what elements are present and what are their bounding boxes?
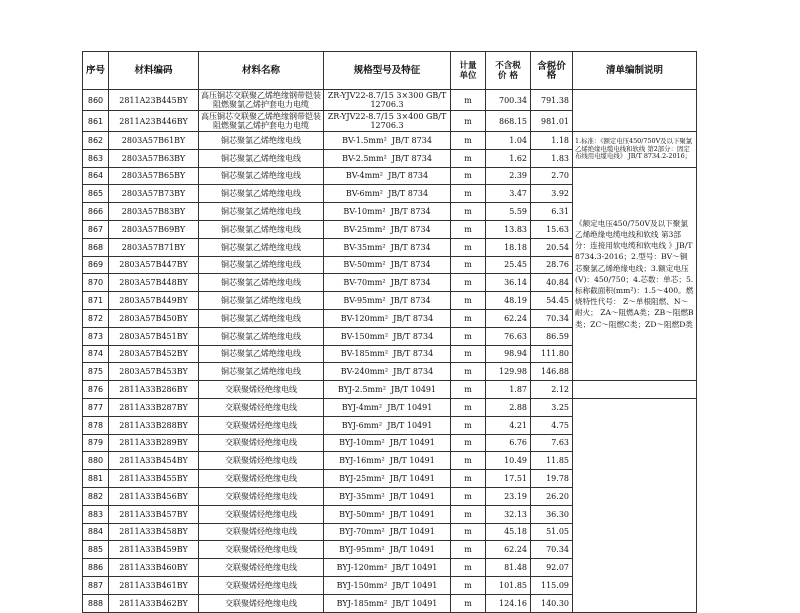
spec-model: BV-6mm² JB/T 8734 [324,185,451,203]
price-incl-tax: 4.75 [531,416,573,434]
price-excl-tax: 10.49 [486,452,531,470]
row-number: 885 [83,541,109,559]
table-row [83,167,697,185]
material-code: 2803A57B450BY [109,309,199,327]
unit: m [451,363,486,381]
material-code: 2811A33B454BY [109,452,199,470]
price-excl-tax: 36.14 [486,274,531,292]
header-note: 清单编制说明 [573,52,697,90]
row-number: 887 [83,576,109,594]
header-price-ex: 不含税 价 格 [486,52,531,90]
unit: m [451,185,486,203]
material-code: 2803A57B452BY [109,345,199,363]
price-excl-tax: 1.87 [486,381,531,399]
material-code: 2811A33B460BY [109,559,199,577]
unit: m [451,203,486,221]
material-code: 2803A57B83BY [109,203,199,221]
material-code: 2811A23B445BY [109,90,199,111]
material-name: 铜芯聚氯乙烯绝缘电线 [199,203,324,221]
unit: m [451,274,486,292]
material-code: 2811A33B461BY [109,576,199,594]
spec-model: BV-10mm² JB/T 8734 [324,203,451,221]
spec-model: BYJ-50mm² JB/T 10491 [324,505,451,523]
row-number: 862 [83,132,109,150]
unit: m [451,90,486,111]
material-code: 2811A33B457BY [109,505,199,523]
row-number: 882 [83,487,109,505]
unit: m [451,398,486,416]
spec-model: BYJ-6mm² JB/T 10491 [324,416,451,434]
unit: m [451,470,486,488]
spec-model: BYJ-120mm² JB/T 10491 [324,559,451,577]
material-name: 交联聚烯烃绝缘电线 [199,541,324,559]
price-incl-tax: 70.34 [531,541,573,559]
row-number: 864 [83,167,109,185]
unit: m [451,541,486,559]
material-code: 2811A23B446BY [109,111,199,132]
price-excl-tax: 62.24 [486,309,531,327]
row-number: 872 [83,309,109,327]
spec-model: BYJ-2.5mm² JB/T 10491 [324,381,451,399]
price-excl-tax: 48.19 [486,292,531,310]
price-incl-tax: 51.05 [531,523,573,541]
unit: m [451,452,486,470]
price-excl-tax: 98.94 [486,345,531,363]
spec-model: BYJ-35mm² JB/T 10491 [324,487,451,505]
price-excl-tax: 101.85 [486,576,531,594]
material-name: 交联聚烯烃绝缘电线 [199,470,324,488]
row-number: 860 [83,90,109,111]
spec-model: ZR-YJV22-8.7/15 3×300 GB/T 12706.3 [324,90,451,111]
material-name: 铜芯聚氯乙烯绝缘电线 [199,363,324,381]
material-code: 2803A57B451BY [109,327,199,345]
note-cell-empty [573,90,697,132]
note-cell: 1.标准：《额定电压450/750V及以下聚氯乙烯绝缘电缆电线和软线 第2部分：固定布线用电缆电线》 JB/T 8734.2-2016； [573,132,697,168]
material-code: 2803A57B447BY [109,256,199,274]
spec-model: BV-185mm² JB/T 8734 [324,345,451,363]
material-name: 铜芯聚氯乙烯绝缘电线 [199,309,324,327]
spec-model: BYJ-185mm² JB/T 10491 [324,594,451,612]
price-excl-tax: 868.15 [486,111,531,132]
price-excl-tax: 45.18 [486,523,531,541]
table-row [83,398,697,416]
spec-model: BV-25mm² JB/T 8734 [324,220,451,238]
row-number: 871 [83,292,109,310]
material-name: 交联聚烯烃绝缘电线 [199,487,324,505]
price-incl-tax: 6.31 [531,203,573,221]
material-name: 交联聚烯烃绝缘电线 [199,594,324,612]
price-incl-tax: 40.84 [531,274,573,292]
unit: m [451,434,486,452]
price-incl-tax: 70.34 [531,309,573,327]
header-row [83,52,697,90]
unit: m [451,149,486,167]
material-name: 铜芯聚氯乙烯绝缘电线 [199,292,324,310]
material-name: 交联聚烯烃绝缘电线 [199,452,324,470]
price-excl-tax: 2.39 [486,167,531,185]
price-incl-tax: 86.59 [531,327,573,345]
header-code: 材料编码 [109,52,199,90]
row-number: 869 [83,256,109,274]
spec-model: BYJ-10mm² JB/T 10491 [324,434,451,452]
price-excl-tax: 3.47 [486,185,531,203]
material-code: 2811A33B286BY [109,381,199,399]
price-incl-tax: 28.76 [531,256,573,274]
price-incl-tax: 92.07 [531,559,573,577]
row-number: 881 [83,470,109,488]
price-incl-tax: 791.38 [531,90,573,111]
material-code: 2811A33B287BY [109,398,199,416]
row-number: 888 [83,594,109,612]
spec-model: BV-2.5mm² JB/T 8734 [324,149,451,167]
price-incl-tax: 3.25 [531,398,573,416]
material-name: 交联聚烯烃绝缘电线 [199,416,324,434]
price-incl-tax: 7.63 [531,434,573,452]
material-code: 2803A57B73BY [109,185,199,203]
material-name: 铜芯聚氯乙烯绝缘电线 [199,327,324,345]
material-code: 2811A33B288BY [109,416,199,434]
material-code: 2811A33B459BY [109,541,199,559]
row-number: 873 [83,327,109,345]
row-number: 865 [83,185,109,203]
price-excl-tax: 6.76 [486,434,531,452]
spec-model: BV-240mm² JB/T 8734 [324,363,451,381]
price-excl-tax: 124.16 [486,594,531,612]
unit: m [451,111,486,132]
unit: m [451,220,486,238]
unit: m [451,416,486,434]
material-name: 交联聚烯烃绝缘电线 [199,505,324,523]
unit: m [451,132,486,150]
price-list-table [82,51,697,613]
unit: m [451,594,486,612]
material-name: 高压铜芯交联聚乙烯绝缘钢带铠装阻燃聚氯乙烯护套电力电缆 [199,111,324,132]
row-number: 863 [83,149,109,167]
unit: m [451,487,486,505]
price-incl-tax: 26.20 [531,487,573,505]
note-cell-empty [573,398,697,612]
note-cell-empty [573,381,697,399]
price-incl-tax: 1.18 [531,132,573,150]
unit: m [451,167,486,185]
material-name: 交联聚烯烃绝缘电线 [199,398,324,416]
header-unit: 计量 单位 [451,52,486,90]
material-name: 铜芯聚氯乙烯绝缘电线 [199,167,324,185]
price-excl-tax: 129.98 [486,363,531,381]
table-body [83,90,697,613]
price-incl-tax: 54.45 [531,292,573,310]
material-name: 铜芯聚氯乙烯绝缘电线 [199,274,324,292]
material-name: 铜芯聚氯乙烯绝缘电线 [199,185,324,203]
material-name: 交联聚烯烃绝缘电线 [199,576,324,594]
price-excl-tax: 700.34 [486,90,531,111]
spec-model: BV-4mm² JB/T 8734 [324,167,451,185]
row-number: 866 [83,203,109,221]
row-number: 867 [83,220,109,238]
spec-model: BV-35mm² JB/T 8734 [324,238,451,256]
price-excl-tax: 32.13 [486,505,531,523]
material-name: 铜芯聚氯乙烯绝缘电线 [199,238,324,256]
price-excl-tax: 17.51 [486,470,531,488]
row-number: 879 [83,434,109,452]
price-incl-tax: 1.83 [531,149,573,167]
price-excl-tax: 2.88 [486,398,531,416]
row-number: 874 [83,345,109,363]
material-name: 铜芯聚氯乙烯绝缘电线 [199,345,324,363]
price-excl-tax: 5.59 [486,203,531,221]
row-number: 883 [83,505,109,523]
material-code: 2803A57B449BY [109,292,199,310]
spec-model: BYJ-4mm² JB/T 10491 [324,398,451,416]
unit: m [451,505,486,523]
price-incl-tax: 115.09 [531,576,573,594]
price-excl-tax: 4.21 [486,416,531,434]
unit: m [451,523,486,541]
row-number: 884 [83,523,109,541]
price-incl-tax: 111.80 [531,345,573,363]
material-code: 2811A33B458BY [109,523,199,541]
material-name: 交联聚烯烃绝缘电线 [199,434,324,452]
material-code: 2811A33B455BY [109,470,199,488]
spec-model: BYJ-25mm² JB/T 10491 [324,470,451,488]
header-no: 序号 [83,52,109,90]
row-number: 886 [83,559,109,577]
material-code: 2803A57B71BY [109,238,199,256]
material-name: 铜芯聚氯乙烯绝缘电线 [199,149,324,167]
note-cell: 《额定电压450/750V及以下聚氯乙烯绝缘电缆电线和软线 第3部分：连接用软电缆和软电线 》JB/T 8734.3-2016；2.型号：BV～铜芯聚氯乙烯绝缘电线；3.额定电压(V)：450/750；4.芯数：单芯；5.标称截面积(mm²)：1.5～400。燃烧特性代号： Z～单根阻燃、N～耐火； ZA～阻燃A类；ZB～阻燃B类；ZC～阻燃C类；ZD～阻燃D类 [573,167,697,381]
header-spec: 规格型号及特征 [324,52,451,90]
material-code: 2811A33B456BY [109,487,199,505]
price-incl-tax: 20.54 [531,238,573,256]
material-name: 高压铜芯交联聚乙烯绝缘钢带铠装阻燃聚氯乙烯护套电力电缆 [199,90,324,111]
unit: m [451,576,486,594]
price-excl-tax: 1.04 [486,132,531,150]
price-excl-tax: 18.18 [486,238,531,256]
spec-model: BV-50mm² JB/T 8734 [324,256,451,274]
header-price-in: 含税价格 [531,52,573,90]
spec-model: BV-1.5mm² JB/T 8734 [324,132,451,150]
price-incl-tax: 11.85 [531,452,573,470]
table-row [83,90,697,111]
price-excl-tax: 81.48 [486,559,531,577]
material-name: 交联聚烯烃绝缘电线 [199,559,324,577]
price-incl-tax: 2.70 [531,167,573,185]
price-incl-tax: 2.12 [531,381,573,399]
table-row [83,381,697,399]
material-code: 2803A57B69BY [109,220,199,238]
material-code: 2811A33B289BY [109,434,199,452]
row-number: 861 [83,111,109,132]
unit: m [451,381,486,399]
material-code: 2803A57B61BY [109,132,199,150]
unit: m [451,309,486,327]
price-excl-tax: 1.62 [486,149,531,167]
price-excl-tax: 23.19 [486,487,531,505]
spec-model: BV-150mm² JB/T 8734 [324,327,451,345]
material-name: 交联聚烯烃绝缘电线 [199,523,324,541]
row-number: 876 [83,381,109,399]
table-row [83,132,697,150]
spec-model: ZR-YJV22-8.7/15 3×400 GB/T 12706.3 [324,111,451,132]
price-incl-tax: 19.78 [531,470,573,488]
material-code: 2803A57B448BY [109,274,199,292]
row-number: 877 [83,398,109,416]
price-incl-tax: 15.63 [531,220,573,238]
price-excl-tax: 13.83 [486,220,531,238]
unit: m [451,559,486,577]
spec-model: BYJ-95mm² JB/T 10491 [324,541,451,559]
material-name: 铜芯聚氯乙烯绝缘电线 [199,132,324,150]
material-name: 铜芯聚氯乙烯绝缘电线 [199,220,324,238]
spec-model: BV-120mm² JB/T 8734 [324,309,451,327]
spec-model: BYJ-70mm² JB/T 10491 [324,523,451,541]
material-name: 铜芯聚氯乙烯绝缘电线 [199,256,324,274]
spec-model: BV-95mm² JB/T 8734 [324,292,451,310]
row-number: 868 [83,238,109,256]
price-excl-tax: 62.24 [486,541,531,559]
price-incl-tax: 981.01 [531,111,573,132]
spec-model: BYJ-16mm² JB/T 10491 [324,452,451,470]
material-code: 2803A57B453BY [109,363,199,381]
header-name: 材料名称 [199,52,324,90]
unit: m [451,256,486,274]
spec-model: BYJ-150mm² JB/T 10491 [324,576,451,594]
row-number: 870 [83,274,109,292]
price-incl-tax: 140.30 [531,594,573,612]
price-incl-tax: 36.30 [531,505,573,523]
unit: m [451,327,486,345]
row-number: 880 [83,452,109,470]
material-code: 2803A57B63BY [109,149,199,167]
unit: m [451,238,486,256]
unit: m [451,292,486,310]
price-excl-tax: 25.45 [486,256,531,274]
price-excl-tax: 76.63 [486,327,531,345]
unit: m [451,345,486,363]
price-incl-tax: 146.88 [531,363,573,381]
material-name: 交联聚烯烃绝缘电线 [199,381,324,399]
row-number: 878 [83,416,109,434]
price-incl-tax: 3.92 [531,185,573,203]
row-number: 875 [83,363,109,381]
spec-model: BV-70mm² JB/T 8734 [324,274,451,292]
material-code: 2803A57B65BY [109,167,199,185]
material-code: 2811A33B462BY [109,594,199,612]
